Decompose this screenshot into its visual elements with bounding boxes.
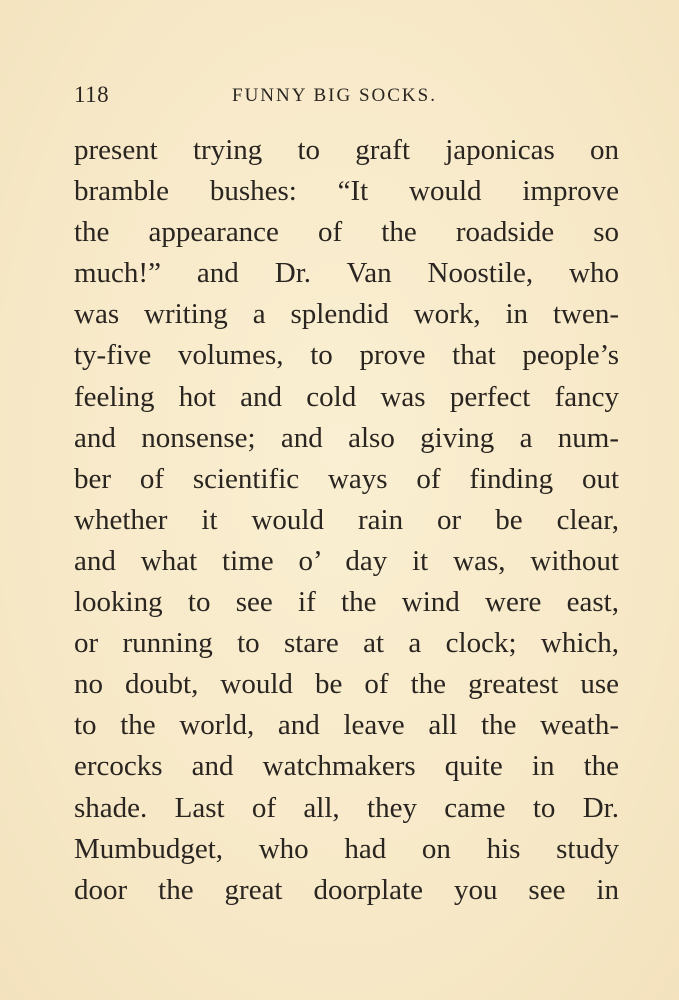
text-line: present trying to graft japonicas on	[74, 134, 619, 166]
text-line: shade. Last of all, they came to Dr.	[74, 791, 619, 824]
text-line: ber of scientific ways of finding out	[74, 462, 619, 495]
text-line: looking to see if the wind were east,	[74, 586, 619, 619]
text-line: and what time o’ day it was, without	[74, 544, 619, 577]
text-line: bramble bushes: “It would improve	[74, 175, 619, 208]
text-line: door the great doorplate you see in	[74, 873, 619, 906]
text-line: was writing a splendid work, in twen-	[74, 298, 619, 331]
body-text	[74, 130, 619, 911]
text-line: whether it would rain or be clear,	[74, 503, 619, 536]
text-line: much!” and Dr. Van Noostile, who	[74, 257, 619, 290]
text-line: and nonsense; and also giving a num-	[74, 421, 619, 454]
text-line: ercocks and watchmakers quite in the	[74, 750, 619, 783]
text-line: the appearance of the roadside so	[74, 216, 619, 249]
text-line: feeling hot and cold was perfect fancy	[74, 380, 619, 413]
text-line: Mumbudget, who had on his study	[74, 832, 619, 865]
text-line: ty-five volumes, to prove that people’s	[74, 339, 619, 372]
text-line: or running to stare at a clock; which,	[74, 627, 619, 660]
text-line: no doubt, would be of the greatest use	[74, 668, 619, 701]
running-head	[74, 82, 619, 112]
running-title: FUNNY BIG SOCKS.	[232, 85, 437, 106]
text-line: to the world, and leave all the weath-	[74, 709, 619, 742]
page-number: 118	[74, 82, 110, 107]
